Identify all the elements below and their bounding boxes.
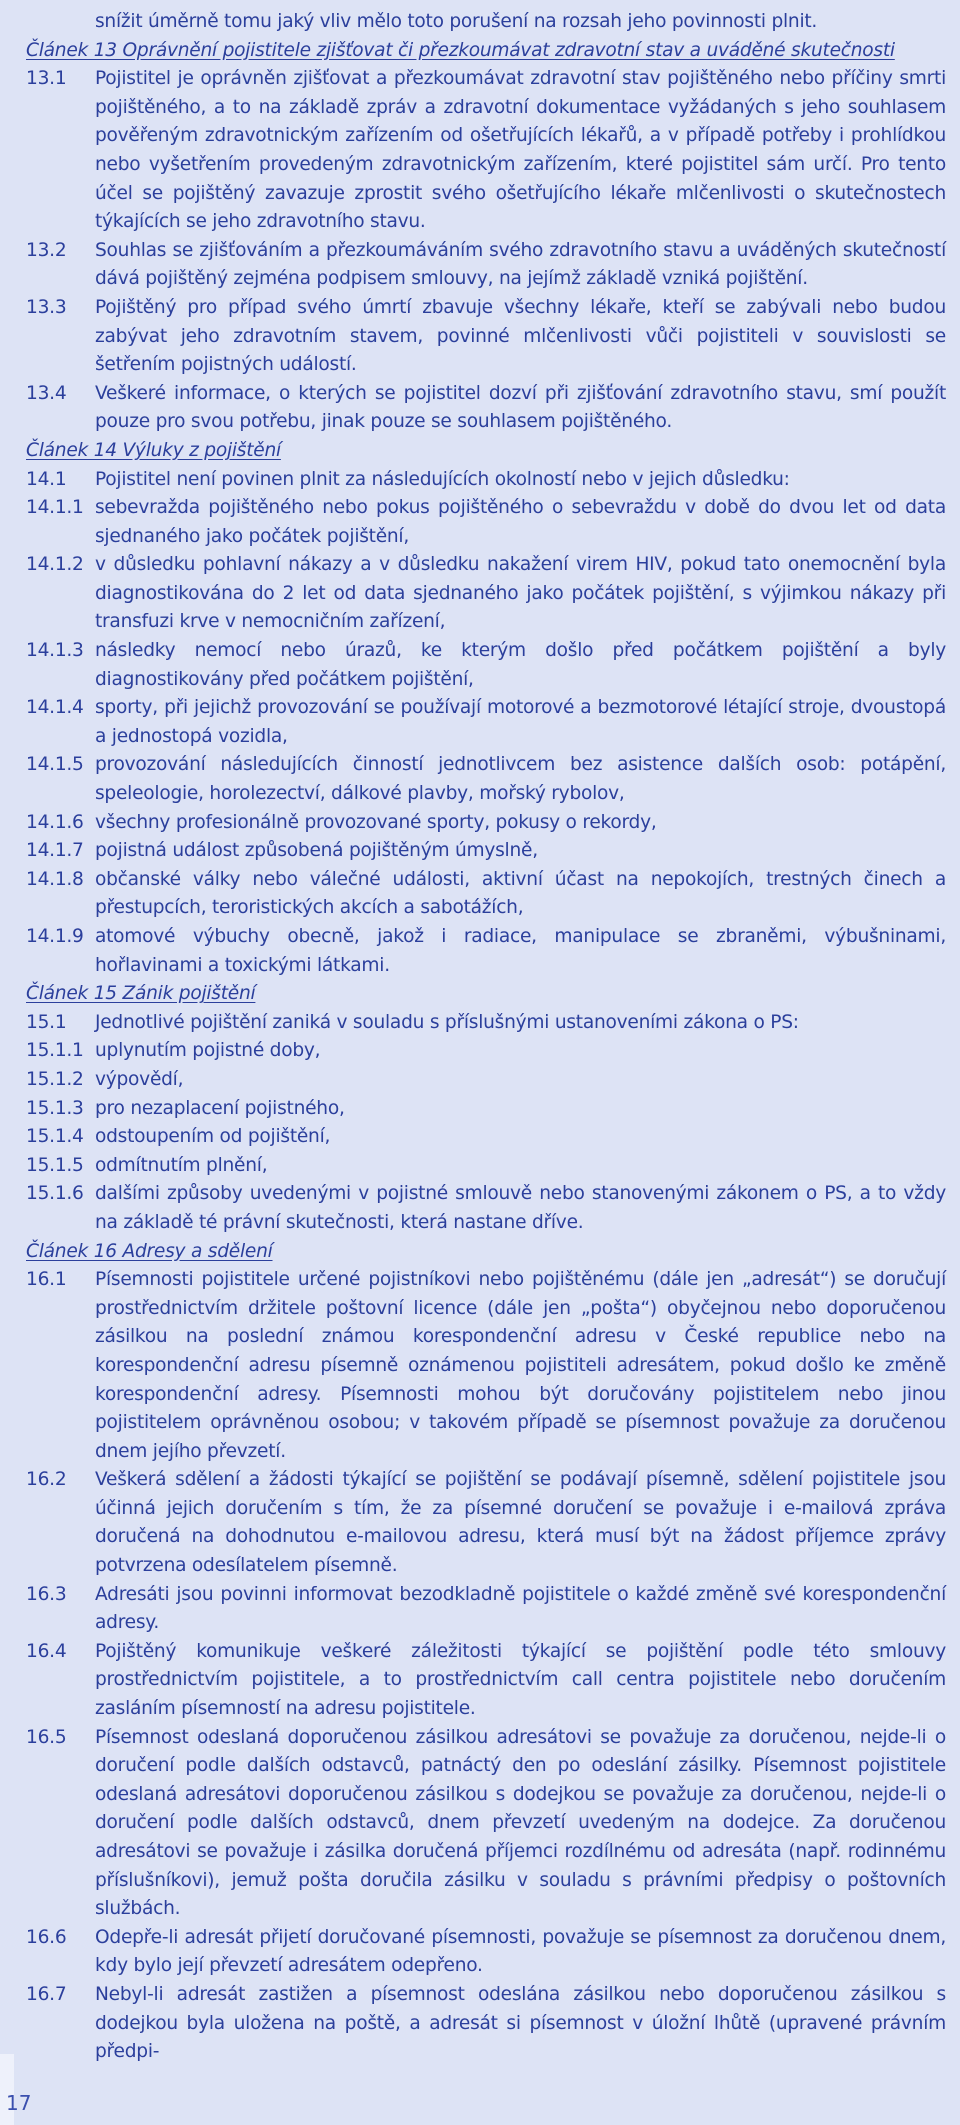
article-list bbox=[26, 37, 946, 2067]
clause-text: odstoupením od pojištění, bbox=[95, 1126, 331, 1148]
clause-item bbox=[26, 494, 946, 551]
clause-text: občanské války nebo válečné události, aktivní účast na nepokojích, trestných činech a přestupcích, teroristických akcích a sabotážích, bbox=[95, 868, 946, 919]
article-heading: Článek 14 Výluky z pojištění bbox=[26, 439, 281, 461]
clause-text: sporty, při jejichž provozování se používají motorové a bezmotorové létající stroje, dvoustopá a jednostopá vozidla, bbox=[95, 697, 946, 747]
clause-number: 14.1.2 bbox=[26, 554, 84, 576]
clause-item bbox=[26, 1037, 946, 1066]
clause-text: Veškerá sdělení a žádosti týkající se pojištění se podávají písemně, sdělení pojistitele jsou účinná jejich doručením s tím, že za písemné doručení se považuje i e-mailová zpráva doručená na dohodnutou e-mailovou adresu, která musí být na žádost příjemce zprávy potvrzena odesílatelem písemně. bbox=[95, 1469, 946, 1577]
clause-item bbox=[26, 65, 946, 237]
clause-number: 14.1.3 bbox=[26, 640, 84, 662]
clause-text: Odepře-li adresát přijetí doručované písemnosti, považuje se písemnost za doručenou dnem, kdy bylo její převzetí adresátem odepřeno. bbox=[95, 1926, 946, 1977]
clause-number: 14.1.7 bbox=[26, 840, 84, 862]
clause-number: 15.1 bbox=[26, 1011, 67, 1033]
clause-item bbox=[26, 294, 946, 380]
article-heading: Článek 15 Zánik pojištění bbox=[26, 983, 256, 1005]
clause-number: 16.4 bbox=[26, 1640, 67, 1662]
article-heading: Článek 16 Adresy a sdělení bbox=[26, 1240, 273, 1262]
clause-item bbox=[26, 1724, 946, 1924]
clause-text: Pojistitel je oprávněn zjišťovat a přezkoumávat zdravotní stav pojištěného nebo příčiny smrti pojištěného, a to na základě zpráv a zdravotní dokumentace vyžádaných s jeho souhlasem pověřeným zdravotnickým zařízením od ošetřujících lékařů, a v případě potřeby i prohlídkou nebo vyšetřením provedeným zdravotnickým zařízením, které pojistitel sám určí. Pro tento účel se pojištěný zavazuje zprostit svého ošetřujícího lékaře mlčenlivosti o skutečnostech týkajících se jeho zdravotního stavu. bbox=[95, 68, 946, 233]
clause-item bbox=[26, 1095, 946, 1124]
clause-text: odmítnutím plnění, bbox=[95, 1154, 268, 1176]
clause-number: 14.1.8 bbox=[26, 868, 84, 890]
clause-item bbox=[26, 1123, 946, 1152]
clause-number: 13.1 bbox=[26, 68, 67, 90]
clause-number: 16.3 bbox=[26, 1583, 67, 1605]
clause-item bbox=[26, 694, 946, 751]
clause-item bbox=[26, 866, 946, 923]
clause-number: 16.2 bbox=[26, 1469, 67, 1491]
clause-number: 15.1.3 bbox=[26, 1097, 84, 1119]
clause-text: Nebyl-li adresát zastižen a písemnost odeslána zásilkou nebo doporučenou zásilkou s dodejkou byla uložena na poště, a adresát si písemnost v úložní lhůtě (upravené právním předpi- bbox=[95, 1983, 946, 2063]
clause-item bbox=[26, 551, 946, 637]
clause-text: Veškeré informace, o kterých se pojistitel dozví při zjišťování zdravotního stavu, smí použít pouze pro svou potřebu, jinak pouze se souhlasem pojištěného. bbox=[95, 382, 946, 433]
clause-number: 14.1.1 bbox=[26, 497, 84, 519]
clause-number: 16.7 bbox=[26, 1983, 67, 2005]
clause-item bbox=[26, 1924, 946, 1981]
clause-text: pro nezaplacení pojistného, bbox=[95, 1097, 345, 1119]
clause-text: výpovědí, bbox=[95, 1068, 184, 1090]
clause-item bbox=[26, 466, 946, 495]
clause-number: 14.1 bbox=[26, 468, 67, 490]
clause-text: Písemnosti pojistitele určené pojistníkovi nebo pojištěnému (dále jen „adresát“) se doručují prostřednictvím držitele poštovní licence (dále jen „pošta“) obyčejnou nebo doporučenou zásilkou na poslední známou korespondenční adresu v České republice nebo na korespondenční adresu písemně oznámenou pojistiteli adresátem, pokud došlo ke změně korespondenční adresy. Písemnosti mohou být doručovány pojistitelem nebo jinou pojistitelem oprávněnou osobou; v takovém případě se písemnost považuje za doručenou dnem jejího převzetí. bbox=[95, 1269, 946, 1462]
page-number: 17 bbox=[6, 2091, 32, 2115]
clause-text: dalšími způsoby uvedenými v pojistné smlouvě nebo stanovenými zákonem o PS, a to vždy na základě té právní skutečnosti, která nastane dříve. bbox=[95, 1183, 946, 1233]
clause-text: Adresáti jsou povinni informovat bezodkladně pojistitele o každé změně své korespondenční adresy. bbox=[95, 1583, 946, 1634]
clause-item bbox=[26, 809, 946, 838]
clause-text: Jednotlivé pojištění zaniká v souladu s příslušnými ustanoveními zákona o PS: bbox=[95, 1011, 799, 1033]
clause-item bbox=[26, 923, 946, 980]
clause-text: Souhlas se zjišťováním a přezkoumáváním svého zdravotního stavu a uváděných skutečností dává pojištěný zejména podpisem smlouvy, na jejímž základě vzniká pojištění. bbox=[95, 239, 946, 290]
clause-text: Pojistitel není povinen plnit za následujících okolností nebo v jejich důsledku: bbox=[95, 468, 790, 490]
clause-item bbox=[26, 380, 946, 437]
clause-number: 14.1.9 bbox=[26, 926, 84, 947]
clause-number: 16.5 bbox=[26, 1726, 67, 1748]
clause-item bbox=[26, 1638, 946, 1724]
article-heading: Článek 13 Oprávnění pojistitele zjišťovat či přezkoumávat zdravotní stav a uváděné skutečnosti bbox=[26, 39, 895, 61]
clause-item bbox=[26, 237, 946, 294]
clause-text: provozování následujících činností jednotlivcem bez asistence dalších osob: potápění, speleologie, horolezectví, dálkové plavby, mořský rybolov, bbox=[95, 754, 946, 805]
clause-number: 14.1.6 bbox=[26, 811, 84, 833]
clause-number: 15.1.6 bbox=[26, 1183, 84, 1205]
clause-item bbox=[26, 751, 946, 808]
clause-item bbox=[26, 1581, 946, 1638]
document-body bbox=[26, 8, 946, 2067]
clause-number: 16.6 bbox=[26, 1926, 67, 1948]
lead-continuation: snížit úměrně tomu jaký vliv mělo toto porušení na rozsah jeho povinnosti plnit. bbox=[95, 11, 818, 32]
clause-text: uplynutím pojistné doby, bbox=[95, 1040, 321, 1062]
clause-item bbox=[26, 1066, 946, 1095]
clause-text: Pojištěný komunikuje veškeré záležitosti týkající se pojištění podle této smlouvy prostřednictvím pojistitele, a to prostřednictvím call centra pojistitele nebo doručením zasláním písemností na adresu pojistitele. bbox=[95, 1640, 946, 1720]
clause-text: Písemnost odeslaná doporučenou zásilkou adresátovi se považuje za doručenou, nejde-li o doručení podle dalších odstavců, patnáctý den po odeslání zásilky. Písemnost pojistitele odeslaná adresátovi doporučenou zásilkou s dodejkou se považuje za doručenou, nejde-li o doručení podle dalších odstavců, dnem převzetí uvedeným na dodejce. Za doručenou adresátovi se považuje i zásilka doručená příjemci rozdílnému od adresáta (např. rodinnému příslušníkovi), jemuž pošta doručila zásilku v souladu s právními předpisy o poštovních službách. bbox=[95, 1726, 946, 1920]
clause-number: 16.1 bbox=[26, 1269, 67, 1291]
clause-text: následky nemocí nebo úrazů, ke kterým došlo před počátkem pojištění a byly diagnostikovány před počátkem pojištění, bbox=[95, 640, 946, 690]
clause-number: 13.2 bbox=[26, 239, 67, 261]
clause-number: 15.1.5 bbox=[26, 1154, 84, 1176]
clause-text: sebevražda pojištěného nebo pokus pojištěného o sebevraždu v době do dvou let od data sjednaného jako počátek pojištění, bbox=[95, 497, 946, 547]
clause-number: 15.1.1 bbox=[26, 1040, 84, 1062]
clause-text: Pojištěný pro případ svého úmrtí zbavuje všechny lékaře, kteří se zabývali nebo budou zabývat jeho zdravotním stavem, povinné mlčenlivosti vůči pojistiteli v souvislosti se šetřením pojistných událostí. bbox=[95, 296, 946, 376]
clause-text: všechny profesionálně provozované sporty, pokusy o rekordy, bbox=[95, 811, 657, 833]
clause-item bbox=[26, 637, 946, 694]
clause-item bbox=[26, 1009, 946, 1038]
clause-number: 13.4 bbox=[26, 382, 67, 404]
clause-text: atomové výbuchy obecně, jakož i radiace, manipulace se zbraněmi, výbušninami, hořlavinami a toxickými látkami. bbox=[95, 926, 946, 976]
clause-number: 13.3 bbox=[26, 296, 67, 318]
clause-number: 15.1.4 bbox=[26, 1126, 84, 1148]
clause-item bbox=[26, 837, 946, 866]
clause-item bbox=[26, 1466, 946, 1580]
clause-text: v důsledku pohlavní nákazy a v důsledku nakažení virem HIV, pokud tato onemocnění byla diagnostikována do 2 let od data sjednaného jako počátek pojištění, s výjimkou nákazy při transfuzi krve v nemocničním zařízení, bbox=[95, 554, 946, 633]
clause-item bbox=[26, 1266, 946, 1466]
clause-number: 14.1.5 bbox=[26, 754, 84, 776]
clause-text: pojistná událost způsobená pojištěným úmyslně, bbox=[95, 840, 538, 862]
clause-number: 15.1.2 bbox=[26, 1068, 84, 1090]
clause-item bbox=[26, 1152, 946, 1181]
clause-number: 14.1.4 bbox=[26, 697, 84, 719]
clause-item bbox=[26, 1180, 946, 1237]
clause-item bbox=[26, 1981, 946, 2067]
